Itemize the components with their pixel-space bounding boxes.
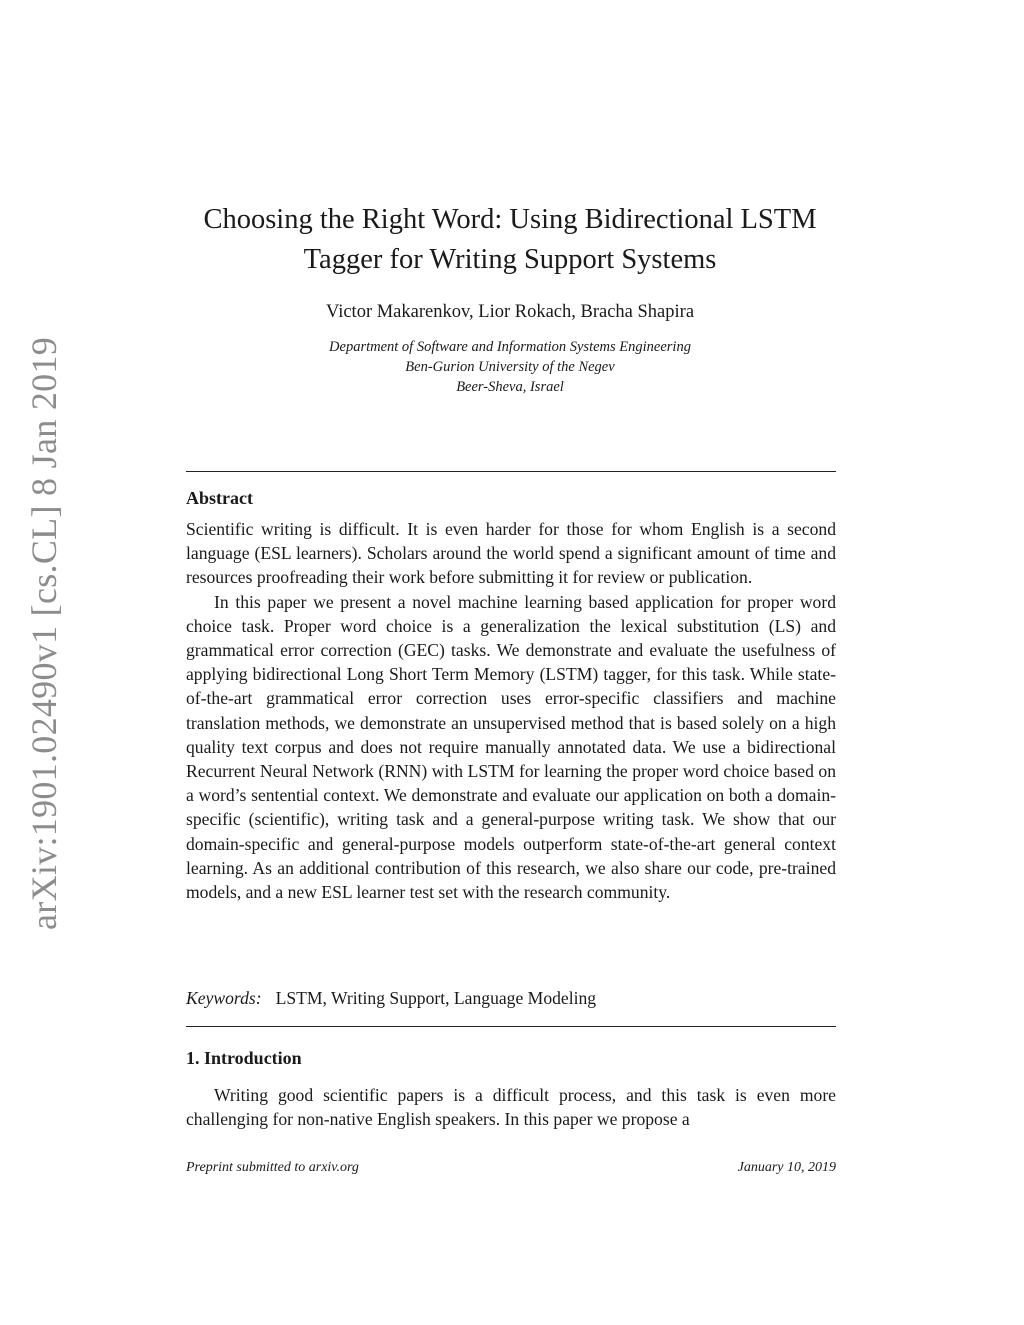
title-line-1: Choosing the Right Word: Using Bidirectional LSTM xyxy=(203,204,817,235)
footer-preprint-note: Preprint submitted to arxiv.org xyxy=(186,1160,359,1175)
affiliation-department: Department of Software and Information Systems Engineering xyxy=(329,339,691,355)
keywords-line xyxy=(186,988,836,1009)
abstract-body xyxy=(186,517,836,904)
keywords-label: Keywords: xyxy=(186,988,262,1008)
affiliation-block xyxy=(150,337,870,397)
abstract-paragraph-1: Scientific writing is difficult. It is even harder for those for whom English is a second language (ESL learners). Scholars around the world spend a significant amount of time and resources proofreading their work before submitting it for review or publication. xyxy=(186,519,836,588)
abstract-heading: Abstract xyxy=(186,488,253,508)
introduction-paragraph: Writing good scientific papers is a difficult process, and this task is even more challenging for non-native English speakers. In this paper we propose a xyxy=(186,1085,836,1130)
arxiv-identifier-stamp: arXiv:1901.02490v1 [cs.CL] 8 Jan 2019 xyxy=(24,336,64,930)
footer-date: January 10, 2019 xyxy=(737,1160,836,1175)
paper-title xyxy=(150,200,870,280)
abstract-top-rule xyxy=(186,471,836,472)
section-heading-introduction: 1. Introduction xyxy=(186,1048,302,1068)
title-line-2: Tagger for Writing Support Systems xyxy=(303,244,717,275)
keywords-value: LSTM, Writing Support, Language Modeling xyxy=(275,988,597,1008)
abstract-paragraph-2: In this paper we present a novel machine learning based application for proper word choice task. Proper word choice is a generalization the lexical substitution (LS) and grammatical error correction (GEC) tasks. We demonstrate and evaluate the usefulness of applying bidirectional Long Short Term Memory (LSTM) tagger, for this task. While state-of-the-art grammatical error correction uses error-specific classifiers and machine translation methods, we demonstrate an unsupervised method that is based solely on a high quality text corpus and does not require manually annotated data. We use a bidirectional Recurrent Neural Network (RNN) with LSTM for learning the proper word choice based on a word’s sentential context. We demonstrate and evaluate our application on both a domain-specific (scientific), writing task and a general-purpose writing task. We show that our domain-specific and general-purpose models outperform state-of-the-art general context learning. As an additional contribution of this research, we also share our code, pre-trained models, and a new ESL learner test set with the research community. xyxy=(186,591,836,903)
author-list: Victor Makarenkov, Lior Rokach, Bracha Shapira xyxy=(325,302,695,322)
abstract-bottom-rule xyxy=(186,1026,836,1027)
affiliation-location: Beer-Sheva, Israel xyxy=(456,379,564,395)
affiliation-university: Ben-Gurion University of the Negev xyxy=(405,359,615,375)
